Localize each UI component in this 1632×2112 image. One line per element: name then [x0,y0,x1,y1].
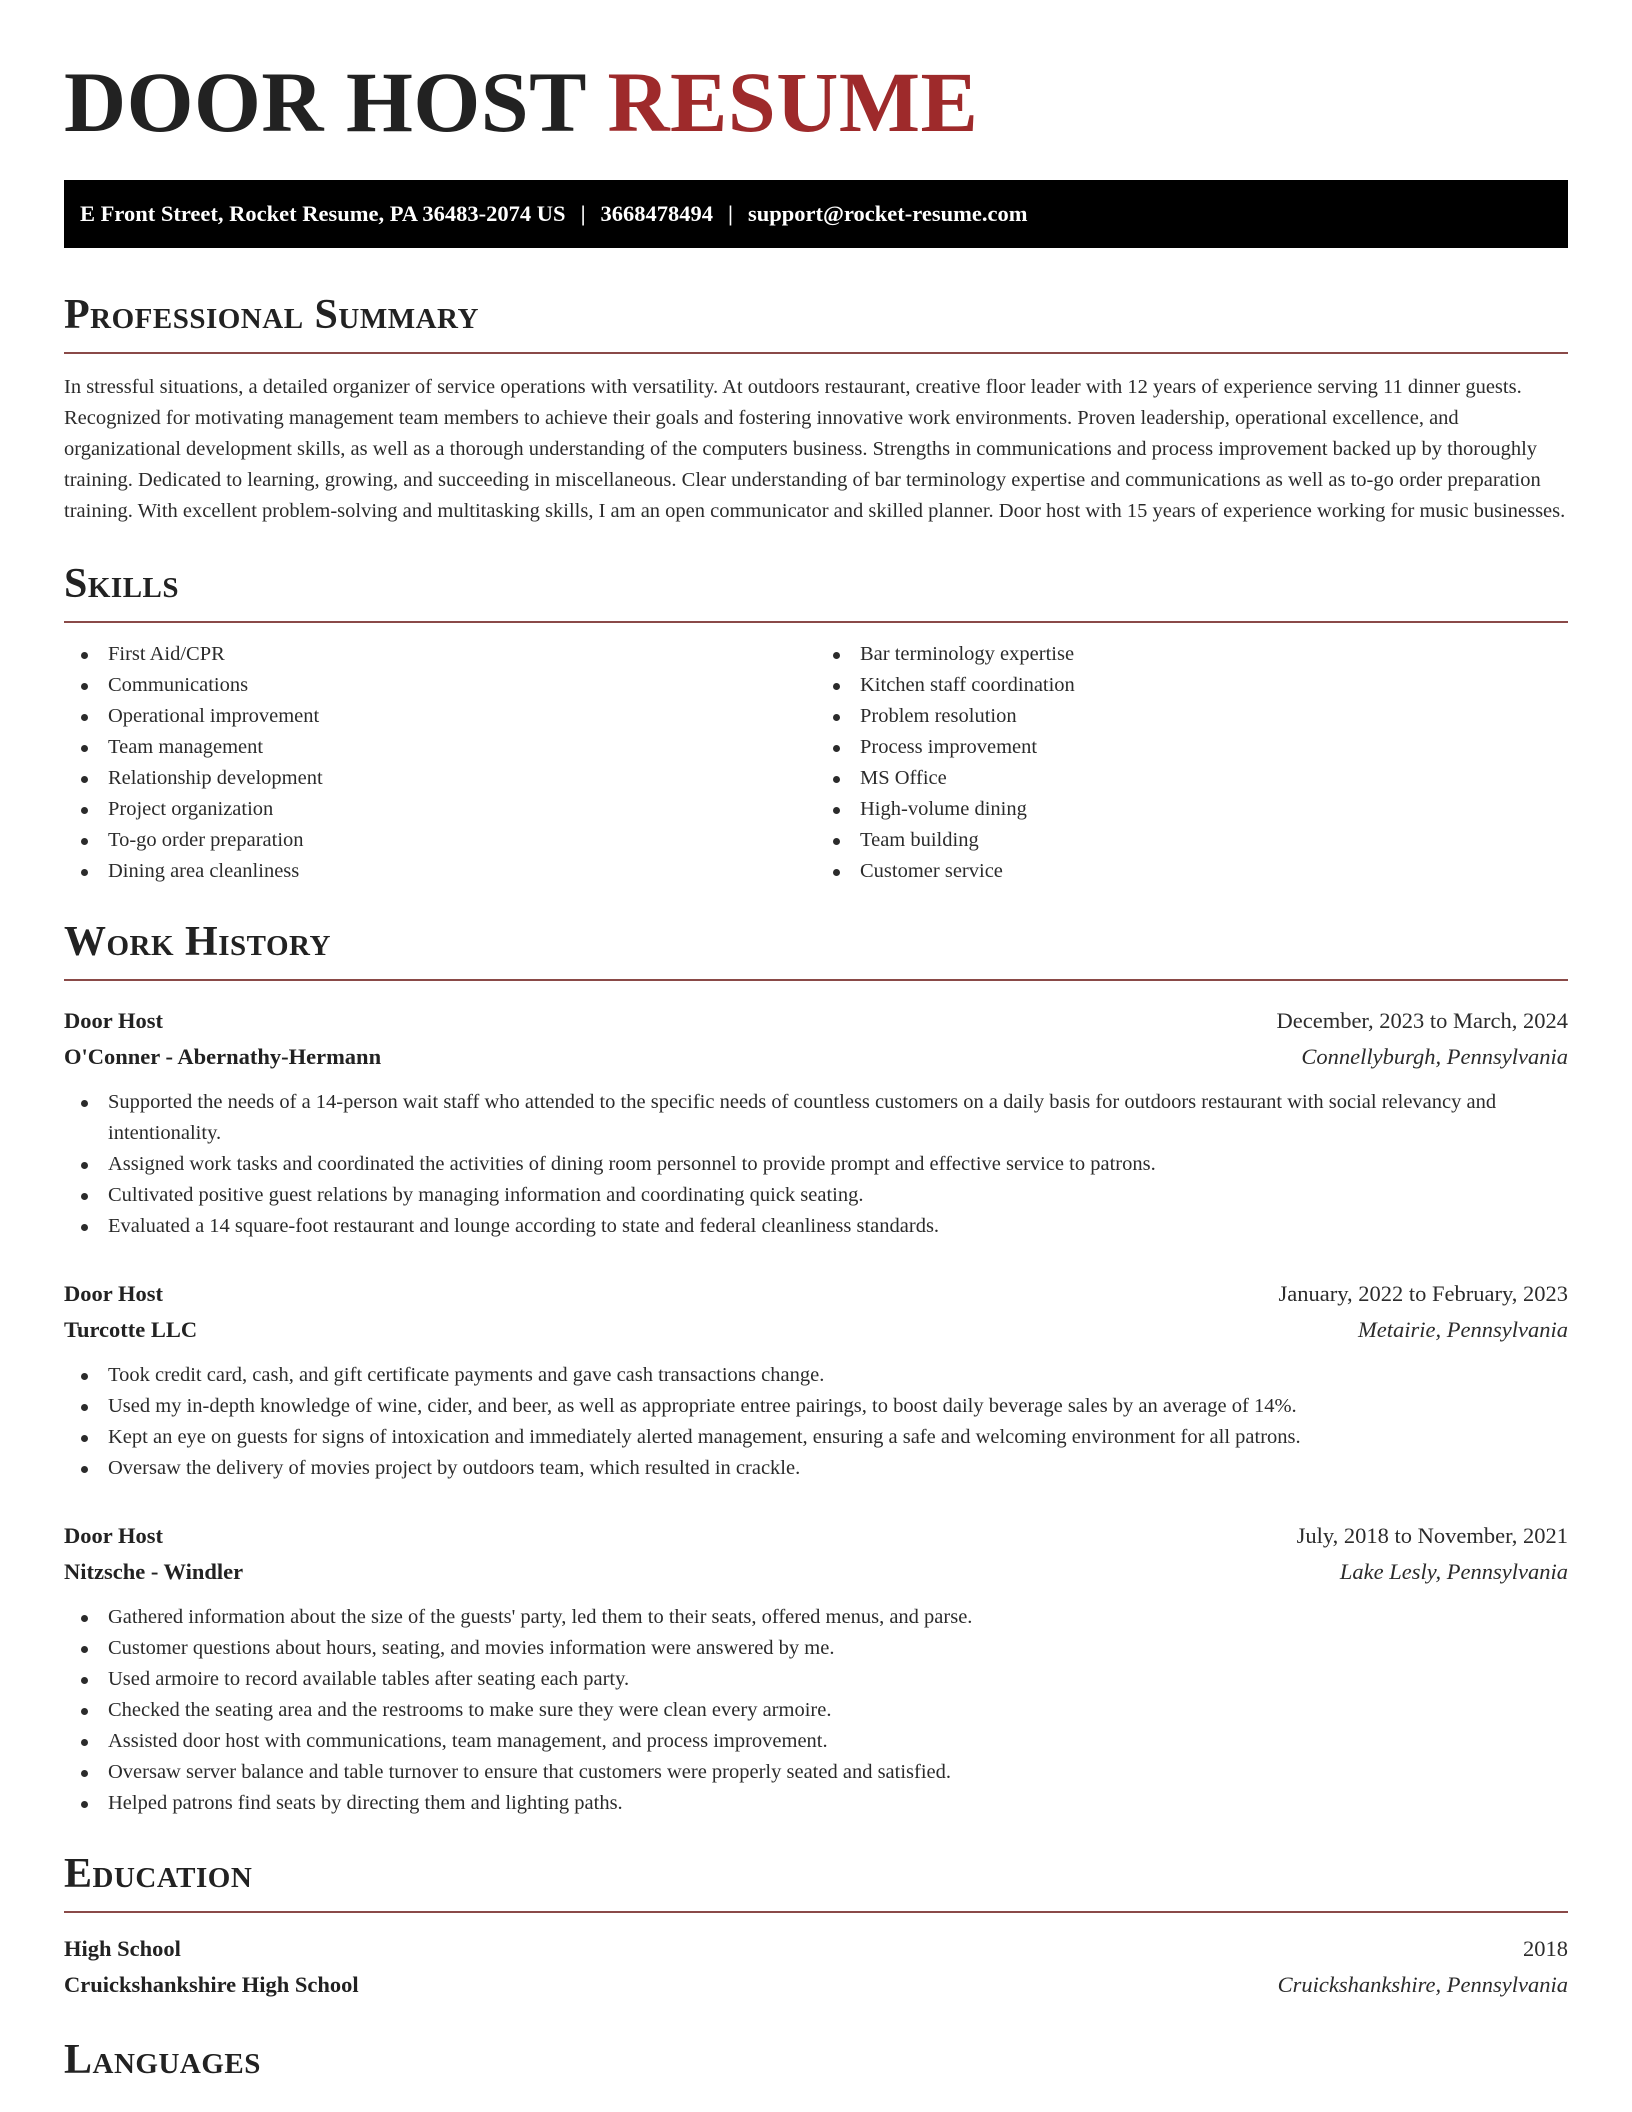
job-header-row [64,1276,1568,1312]
job-duty: Checked the seating area and the restrooms to make sure they were clean every armoire. [64,1695,1568,1726]
job-duty: Oversaw server balance and table turnover to ensure that customers were properly seated and satisfied. [64,1757,1568,1788]
section-heading-summary: Professional Summary [64,292,479,338]
skill-item: Problem resolution [816,701,1568,732]
job-entry [64,1518,1568,1819]
education-school-row [64,1967,1568,2003]
job-title: Door Host [64,1008,163,1033]
skill-item: Communications [64,670,816,701]
contact-address: E Front Street, Rocket Resume, PA 36483-2074 US [80,201,566,226]
skill-item: Relationship development [64,763,816,794]
job-duty: Gathered information about the size of the guests' party, led them to their seats, offered menus, and parse. [64,1602,1568,1633]
section-divider [64,979,1568,981]
resume-title [64,0,1568,152]
contact-phone: 3668478494 [600,201,714,226]
job-location: Connellyburgh, Pennsylvania [1301,1044,1568,1069]
job-header-row [64,1518,1568,1554]
skills-column-left [64,639,816,887]
section-heading-education: Education [64,1851,253,1897]
job-duty: Evaluated a 14 square-foot restaurant and lounge according to state and federal cleanliness standards. [64,1211,1568,1242]
job-duty: Assisted door host with communications, team management, and process improvement. [64,1726,1568,1757]
contact-separator: | [728,201,734,226]
education-header-row [64,1931,1568,1967]
section-heading-languages: Languages [64,2037,261,2083]
job-dates: December, 2023 to March, 2024 [1276,1008,1568,1033]
work-history-section [64,917,1568,1819]
job-company: O'Conner - Abernathy-Hermann [64,1044,382,1069]
education-section [64,1849,1568,2003]
skill-item: Team building [816,825,1568,856]
skill-item: Bar terminology expertise [816,639,1568,670]
skill-item: Customer service [816,856,1568,887]
job-entry [64,1003,1568,1242]
job-company-row [64,1039,1568,1075]
skill-item: To-go order preparation [64,825,816,856]
job-location: Lake Lesly, Pennsylvania [1339,1559,1568,1584]
skill-item: MS Office [816,763,1568,794]
job-company: Turcotte LLC [64,1317,198,1342]
skills-grid [64,639,1568,887]
contact-bar [64,180,1568,248]
section-heading-work-history: Work History [64,919,331,965]
job-duty: Supported the needs of a 14-person wait staff who attended to the specific needs of countless customers on a daily basis for outdoors restaurant with social relevancy and intentionality. [64,1087,1568,1149]
skill-item: First Aid/CPR [64,639,816,670]
skill-item: Process improvement [816,732,1568,763]
skill-item: Kitchen staff coordination [816,670,1568,701]
job-location: Metairie, Pennsylvania [1358,1317,1568,1342]
education-entry [64,1931,1568,2003]
section-divider [64,352,1568,354]
job-company: Nitzsche - Windler [64,1559,244,1584]
job-duty: Used armoire to record available tables after seating each party. [64,1664,1568,1695]
skill-item: Operational improvement [64,701,816,732]
job-duty: Customer questions about hours, seating, and movies information were answered by me. [64,1633,1568,1664]
job-duty: Cultivated positive guest relations by managing information and coordinating quick seating. [64,1180,1568,1211]
section-divider [64,1911,1568,1913]
job-duties-list [64,1602,1568,1819]
title-main: DOOR HOST [64,54,586,150]
job-dates: July, 2018 to November, 2021 [1296,1523,1568,1548]
job-duty: Assigned work tasks and coordinated the activities of dining room personnel to provide prompt and effective service to patrons. [64,1149,1568,1180]
job-duty: Took credit card, cash, and gift certificate payments and gave cash transactions change. [64,1360,1568,1391]
job-dates: January, 2022 to February, 2023 [1278,1281,1568,1306]
job-title: Door Host [64,1523,163,1548]
job-duty: Helped patrons find seats by directing them and lighting paths. [64,1788,1568,1819]
skills-section [64,559,1568,887]
title-accent: RESUME [607,54,979,150]
job-company-row [64,1312,1568,1348]
job-duties-list [64,1360,1568,1484]
education-school: Cruickshankshire High School [64,1972,359,1997]
job-title: Door Host [64,1281,163,1306]
summary-section [64,290,1568,527]
job-duty: Used my in-depth knowledge of wine, cider, and beer, as well as appropriate entree pairings, to boost daily beverage sales by an average of 14%. [64,1391,1568,1422]
skills-column-right [816,639,1568,887]
section-heading-skills: Skills [64,561,180,607]
skill-item: Team management [64,732,816,763]
job-header-row [64,1003,1568,1039]
education-year: 2018 [1523,1936,1568,1961]
skill-item: Project organization [64,794,816,825]
job-duties-list [64,1087,1568,1242]
education-location: Cruickshankshire, Pennsylvania [1277,1972,1568,1997]
job-company-row [64,1554,1568,1590]
job-duty: Oversaw the delivery of movies project by outdoors team, which resulted in crackle. [64,1453,1568,1484]
job-duty: Kept an eye on guests for signs of intoxication and immediately alerted management, ensuring a safe and welcoming environment for all patrons. [64,1422,1568,1453]
summary-text: In stressful situations, a detailed organizer of service operations with versatility. At outdoors restaurant, creative floor leader with 12 years of experience serving 11 dinner guests. Recognized for motivating management team members to achieve their goals and fostering innovative work environments. Proven leadership, operational excellence, and organizational development skills, as well as a thorough understanding of the computers business. Strengths in communications and process improvement backed up by thoroughly training. Dedicated to learning, growing, and succeeding in miscellaneous. Clear understanding of bar terminology expertise and communications as well as to-go order preparation training. With excellent problem-solving and multitasking skills, I am an open communicator and skilled planner. Door host with 15 years of experience working for music businesses. [64,376,1566,522]
education-degree: High School [64,1936,181,1961]
skill-item: High-volume dining [816,794,1568,825]
languages-section [64,2035,1568,2085]
job-entry [64,1276,1568,1484]
contact-separator: | [580,201,586,226]
skill-item: Dining area cleanliness [64,856,816,887]
section-divider [64,621,1568,623]
contact-email: support@rocket-resume.com [748,201,1028,226]
